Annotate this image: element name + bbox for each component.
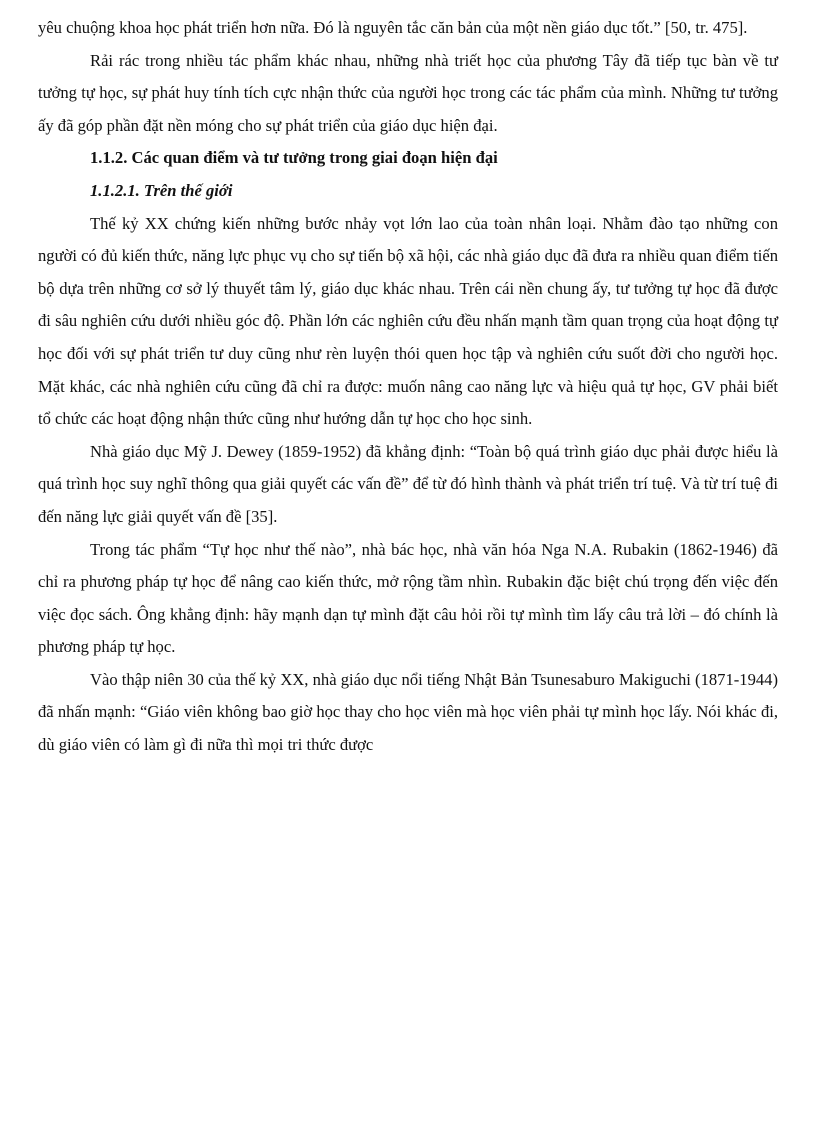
- paragraph-rubakin: Trong tác phẩm “Tự học như thế nào”, nhà bác học, nhà văn hóa Nga N.A. Rubakin (1862-1946) đã chỉ ra phương pháp tự học để nâng cao kiến thức, mở rộng tầm nhìn. Rubakin đặc biệt chú trọng đến việc đến việc đọc sách. Ông khẳng định: hãy mạnh dạn tự mình đặt câu hỏi rồi tự mình tìm lấy câu trả lời – đó chính là phương pháp tự học.: [38, 539, 778, 657]
- document-page: [38, 12, 778, 762]
- paragraph-western-philosophers: Rải rác trong nhiều tác phẩm khác nhau, những nhà triết học của phương Tây đã tiếp tục bàn về tư tưởng tự học, sự phát huy tính tích cực nhận thức của người học trong các tác phẩm của mình. Những tư tưởng ấy đã góp phần đặt nền móng cho sự phát triển của giáo dục hiện đại.: [38, 50, 778, 135]
- paragraph-twentieth-century: Thế kỷ XX chứng kiến những bước nhảy vọt lớn lao của toàn nhân loại. Nhằm đào tạo những con người có đủ kiến thức, năng lực phục vụ cho sự tiến bộ xã hội, các nhà giáo dục đã đưa ra nhiều quan điểm tiến bộ dựa trên những cơ sở lý thuyết tâm lý, giáo dục khác nhau. Trên cái nền chung ấy, tư tưởng tự học đã được đi sâu nghiên cứu dưới nhiều góc độ. Phần lớn các nghiên cứu đều nhấn mạnh tầm quan trọng của hoạt động tự học đối với sự phát triển tư duy cũng như rèn luyện thói quen học tập và nghiên cứu suốt đời cho người học. Mặt khác, các nhà nghiên cứu cũng đã chỉ ra được: muốn nâng cao năng lực và hiệu quả tự học, GV phải biết tổ chức các hoạt động nhận thức cũng như hướng dẫn tự học cho học sinh.: [38, 213, 778, 429]
- subsection-heading: 1.1.2.1. Trên thế giới: [90, 180, 233, 200]
- paragraph-makiguchi: Vào thập niên 30 của thế kỷ XX, nhà giáo dục nổi tiếng Nhật Bản Tsunesaburo Makiguchi (1871-1944) đã nhấn mạnh: “Giáo viên không bao giờ học thay cho học viên mà học viên phải tự mình học lấy. Nói khác đi, dù giáo viên có làm gì đi nữa thì mọi tri thức được: [38, 669, 778, 755]
- paragraph-continuation: yêu chuộng khoa học phát triển hơn nữa. Đó là nguyên tắc căn bản của một nền giáo dục tốt.” [50, tr. 475].: [38, 18, 748, 37]
- paragraph-dewey: Nhà giáo dục Mỹ J. Dewey (1859-1952) đã khẳng định: “Toàn bộ quá trình giáo dục phải được hiểu là quá trình học suy nghĩ thông qua giải quyết các vấn đề” để từ đó hình thành và phát triển trí tuệ. Và từ trí tuệ đi đến năng lực giải quyết vấn đề [35].: [38, 441, 778, 526]
- section-heading: 1.1.2. Các quan điểm và tư tưởng trong giai đoạn hiện đại: [90, 148, 498, 168]
